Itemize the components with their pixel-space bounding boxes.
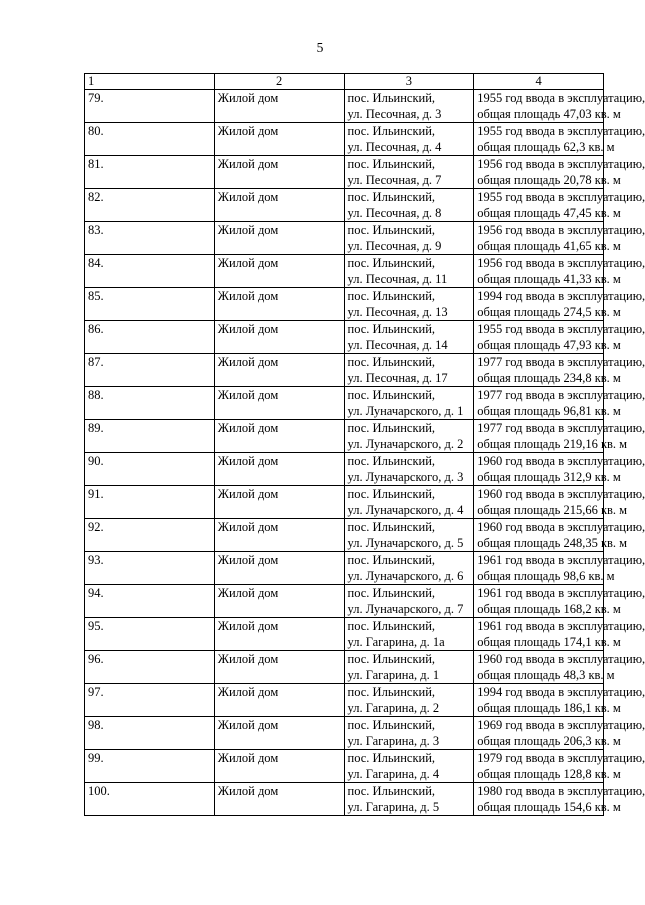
- property-table: [84, 73, 645, 816]
- table-row: [85, 321, 604, 354]
- commissioning-year: 1961 год ввода в эксплуатацию,: [477, 619, 645, 633]
- row-number: 88.: [88, 388, 104, 402]
- commissioning-year: 1979 год ввода в эксплуатацию,: [477, 751, 645, 765]
- address-settlement: пос. Ильинский,: [347, 355, 436, 369]
- details-cell: [474, 387, 645, 420]
- commissioning-year: 1960 год ввода в эксплуатацию,: [477, 487, 645, 501]
- object-type-cell: [214, 486, 344, 519]
- commissioning-year: 1955 год ввода в эксплуатацию,: [477, 91, 645, 105]
- column-header-1: 1: [85, 74, 215, 90]
- object-type: Жилой дом: [217, 619, 279, 633]
- address-settlement: пос. Ильинский,: [347, 256, 436, 270]
- address-street: ул. Гагарина, д. 5: [347, 800, 440, 814]
- address-street: ул. Гагарина, д. 2: [347, 701, 440, 715]
- table-row: [85, 684, 604, 717]
- row-number-cell: [85, 717, 215, 750]
- total-area: общая площадь 168,2 кв. м: [477, 602, 621, 616]
- object-type-cell: [214, 783, 344, 816]
- address-settlement: пос. Ильинский,: [347, 91, 436, 105]
- row-number-cell: [85, 453, 215, 486]
- object-type-cell: [214, 222, 344, 255]
- row-number-cell: [85, 651, 215, 684]
- address-cell: [344, 486, 474, 519]
- address-settlement: пос. Ильинский,: [347, 157, 436, 171]
- row-number-cell: [85, 684, 215, 717]
- object-type-cell: [214, 651, 344, 684]
- table-row: [85, 222, 604, 255]
- row-number: 93.: [88, 553, 104, 567]
- table-row: [85, 189, 604, 222]
- row-number: 82.: [88, 190, 104, 204]
- details-cell: [474, 585, 645, 618]
- table-row: [85, 552, 604, 585]
- object-type-cell: [214, 123, 344, 156]
- row-number: 85.: [88, 289, 104, 303]
- details-cell: [474, 618, 645, 651]
- table-row: [85, 717, 604, 750]
- table-header: [85, 74, 604, 90]
- address-street: ул. Песочная, д. 8: [347, 206, 442, 220]
- row-number-cell: [85, 519, 215, 552]
- table-row: [85, 420, 604, 453]
- address-street: ул. Луначарского, д. 6: [347, 569, 464, 583]
- address-settlement: пос. Ильинский,: [347, 124, 436, 138]
- address-cell: [344, 651, 474, 684]
- total-area: общая площадь 186,1 кв. м: [477, 701, 621, 715]
- address-street: ул. Луначарского, д. 7: [347, 602, 464, 616]
- total-area: общая площадь 312,9 кв. м: [477, 470, 621, 484]
- row-number: 91.: [88, 487, 104, 501]
- row-number-cell: [85, 552, 215, 585]
- address-cell: [344, 387, 474, 420]
- object-type: Жилой дом: [217, 388, 279, 402]
- object-type-cell: [214, 618, 344, 651]
- table-row: [85, 255, 604, 288]
- address-settlement: пос. Ильинский,: [347, 685, 436, 699]
- address-settlement: пос. Ильинский,: [347, 289, 436, 303]
- row-number-cell: [85, 288, 215, 321]
- object-type: Жилой дом: [217, 91, 279, 105]
- object-type: Жилой дом: [217, 322, 279, 336]
- address-street: ул. Луначарского, д. 3: [347, 470, 464, 484]
- row-number: 99.: [88, 751, 104, 765]
- address-cell: [344, 354, 474, 387]
- address-cell: [344, 717, 474, 750]
- column-header-4: 4: [474, 74, 604, 90]
- row-number: 79.: [88, 91, 104, 105]
- total-area: общая площадь 215,66 кв. м: [477, 503, 628, 517]
- commissioning-year: 1960 год ввода в эксплуатацию,: [477, 454, 645, 468]
- total-area: общая площадь 174,1 кв. м: [477, 635, 621, 649]
- object-type: Жилой дом: [217, 157, 279, 171]
- object-type: Жилой дом: [217, 223, 279, 237]
- object-type-cell: [214, 321, 344, 354]
- address-street: ул. Песочная, д. 11: [347, 272, 448, 286]
- total-area: общая площадь 41,65 кв. м: [477, 239, 621, 253]
- address-cell: [344, 90, 474, 123]
- object-type-cell: [214, 684, 344, 717]
- commissioning-year: 1960 год ввода в эксплуатацию,: [477, 652, 645, 666]
- total-area: общая площадь 47,03 кв. м: [477, 107, 621, 121]
- total-area: общая площадь 248,35 кв. м: [477, 536, 628, 550]
- table-row: [85, 585, 604, 618]
- row-number: 87.: [88, 355, 104, 369]
- details-cell: [474, 90, 645, 123]
- row-number: 94.: [88, 586, 104, 600]
- total-area: общая площадь 20,78 кв. м: [477, 173, 621, 187]
- row-number: 95.: [88, 619, 104, 633]
- total-area: общая площадь 154,6 кв. м: [477, 800, 621, 814]
- address-street: ул. Луначарского, д. 5: [347, 536, 464, 550]
- object-type: Жилой дом: [217, 553, 279, 567]
- address-cell: [344, 222, 474, 255]
- object-type-cell: [214, 90, 344, 123]
- address-cell: [344, 618, 474, 651]
- address-street: ул. Песочная, д. 13: [347, 305, 448, 319]
- address-street: ул. Луначарского, д. 2: [347, 437, 464, 451]
- row-number-cell: [85, 222, 215, 255]
- object-type: Жилой дом: [217, 520, 279, 534]
- object-type: Жилой дом: [217, 256, 279, 270]
- object-type: Жилой дом: [217, 784, 279, 798]
- total-area: общая площадь 41,33 кв. м: [477, 272, 621, 286]
- object-type-cell: [214, 552, 344, 585]
- object-type-cell: [214, 750, 344, 783]
- row-number-cell: [85, 750, 215, 783]
- address-cell: [344, 255, 474, 288]
- row-number-cell: [85, 255, 215, 288]
- table-row: [85, 156, 604, 189]
- commissioning-year: 1961 год ввода в эксплуатацию,: [477, 586, 645, 600]
- object-type: Жилой дом: [217, 289, 279, 303]
- table-row: [85, 90, 604, 123]
- total-area: общая площадь 98,6 кв. м: [477, 569, 615, 583]
- total-area: общая площадь 47,93 кв. м: [477, 338, 621, 352]
- commissioning-year: 1961 год ввода в эксплуатацию,: [477, 553, 645, 567]
- address-settlement: пос. Ильинский,: [347, 190, 436, 204]
- address-settlement: пос. Ильинский,: [347, 619, 436, 633]
- address-street: ул. Песочная, д. 7: [347, 173, 442, 187]
- row-number: 96.: [88, 652, 104, 666]
- address-street: ул. Гагарина, д. 1: [347, 668, 440, 682]
- table-row: [85, 618, 604, 651]
- row-number: 89.: [88, 421, 104, 435]
- address-street: ул. Луначарского, д. 1: [347, 404, 464, 418]
- address-cell: [344, 321, 474, 354]
- commissioning-year: 1994 год ввода в эксплуатацию,: [477, 685, 645, 699]
- commissioning-year: 1960 год ввода в эксплуатацию,: [477, 520, 645, 534]
- row-number-cell: [85, 585, 215, 618]
- row-number-cell: [85, 783, 215, 816]
- table-row: [85, 486, 604, 519]
- row-number: 97.: [88, 685, 104, 699]
- row-number-cell: [85, 123, 215, 156]
- row-number-cell: [85, 354, 215, 387]
- details-cell: [474, 123, 645, 156]
- commissioning-year: 1994 год ввода в эксплуатацию,: [477, 289, 645, 303]
- address-cell: [344, 189, 474, 222]
- row-number: 90.: [88, 454, 104, 468]
- address-street: ул. Гагарина, д. 3: [347, 734, 440, 748]
- object-type-cell: [214, 453, 344, 486]
- address-settlement: пос. Ильинский,: [347, 586, 436, 600]
- total-area: общая площадь 47,45 кв. м: [477, 206, 621, 220]
- address-settlement: пос. Ильинский,: [347, 421, 436, 435]
- details-cell: [474, 222, 645, 255]
- column-header-3: 3: [344, 74, 474, 90]
- row-number-cell: [85, 156, 215, 189]
- total-area: общая площадь 48,3 кв. м: [477, 668, 615, 682]
- row-number-cell: [85, 90, 215, 123]
- details-cell: [474, 255, 645, 288]
- total-area: общая площадь 62,3 кв. м: [477, 140, 615, 154]
- object-type-cell: [214, 717, 344, 750]
- address-street: ул. Луначарского, д. 4: [347, 503, 464, 517]
- header-row: [85, 74, 604, 90]
- table-row: [85, 453, 604, 486]
- address-cell: [344, 288, 474, 321]
- address-cell: [344, 519, 474, 552]
- row-number: 86.: [88, 322, 104, 336]
- object-type: Жилой дом: [217, 751, 279, 765]
- commissioning-year: 1955 год ввода в эксплуатацию,: [477, 190, 645, 204]
- object-type: Жилой дом: [217, 718, 279, 732]
- object-type: Жилой дом: [217, 652, 279, 666]
- details-cell: [474, 453, 645, 486]
- object-type: Жилой дом: [217, 685, 279, 699]
- object-type: Жилой дом: [217, 190, 279, 204]
- address-cell: [344, 750, 474, 783]
- commissioning-year: 1956 год ввода в эксплуатацию,: [477, 157, 645, 171]
- address-cell: [344, 684, 474, 717]
- address-cell: [344, 123, 474, 156]
- commissioning-year: 1955 год ввода в эксплуатацию,: [477, 322, 645, 336]
- details-cell: [474, 321, 645, 354]
- row-number-cell: [85, 321, 215, 354]
- object-type: Жилой дом: [217, 586, 279, 600]
- object-type: Жилой дом: [217, 124, 279, 138]
- details-cell: [474, 783, 645, 816]
- row-number: 98.: [88, 718, 104, 732]
- table-row: [85, 651, 604, 684]
- details-cell: [474, 486, 645, 519]
- address-cell: [344, 420, 474, 453]
- address-settlement: пос. Ильинский,: [347, 388, 436, 402]
- table-row: [85, 387, 604, 420]
- commissioning-year: 1977 год ввода в эксплуатацию,: [477, 421, 645, 435]
- row-number: 84.: [88, 256, 104, 270]
- commissioning-year: 1956 год ввода в эксплуатацию,: [477, 223, 645, 237]
- details-cell: [474, 519, 645, 552]
- row-number-cell: [85, 189, 215, 222]
- details-cell: [474, 288, 645, 321]
- address-street: ул. Песочная, д. 3: [347, 107, 442, 121]
- total-area: общая площадь 206,3 кв. м: [477, 734, 621, 748]
- object-type-cell: [214, 288, 344, 321]
- row-number-cell: [85, 618, 215, 651]
- details-cell: [474, 552, 645, 585]
- address-street: ул. Песочная, д. 9: [347, 239, 442, 253]
- commissioning-year: 1969 год ввода в эксплуатацию,: [477, 718, 645, 732]
- row-number: 80.: [88, 124, 104, 138]
- details-cell: [474, 750, 645, 783]
- total-area: общая площадь 274,5 кв. м: [477, 305, 621, 319]
- address-street: ул. Песочная, д. 14: [347, 338, 448, 352]
- column-header-2: 2: [214, 74, 344, 90]
- row-number: 92.: [88, 520, 104, 534]
- object-type-cell: [214, 189, 344, 222]
- row-number: 81.: [88, 157, 104, 171]
- address-settlement: пос. Ильинский,: [347, 454, 436, 468]
- address-cell: [344, 552, 474, 585]
- object-type-cell: [214, 519, 344, 552]
- address-cell: [344, 156, 474, 189]
- object-type: Жилой дом: [217, 454, 279, 468]
- table-row: [85, 354, 604, 387]
- details-cell: [474, 651, 645, 684]
- details-cell: [474, 156, 645, 189]
- address-settlement: пос. Ильинский,: [347, 784, 436, 798]
- object-type-cell: [214, 354, 344, 387]
- row-number-cell: [85, 420, 215, 453]
- table-row: [85, 783, 604, 816]
- page-number: 5: [316, 40, 324, 55]
- object-type: Жилой дом: [217, 355, 279, 369]
- commissioning-year: 1956 год ввода в эксплуатацию,: [477, 256, 645, 270]
- address-cell: [344, 783, 474, 816]
- table-row: [85, 288, 604, 321]
- address-street: ул. Песочная, д. 4: [347, 140, 442, 154]
- row-number: 100.: [88, 784, 110, 798]
- address-settlement: пос. Ильинский,: [347, 553, 436, 567]
- object-type: Жилой дом: [217, 421, 279, 435]
- details-cell: [474, 420, 645, 453]
- total-area: общая площадь 234,8 кв. м: [477, 371, 621, 385]
- object-type-cell: [214, 387, 344, 420]
- commissioning-year: 1977 год ввода в эксплуатацию,: [477, 355, 645, 369]
- address-settlement: пос. Ильинский,: [347, 322, 436, 336]
- total-area: общая площадь 219,16 кв. м: [477, 437, 628, 451]
- row-number-cell: [85, 387, 215, 420]
- object-type-cell: [214, 585, 344, 618]
- row-number: 83.: [88, 223, 104, 237]
- total-area: общая площадь 96,81 кв. м: [477, 404, 621, 418]
- details-cell: [474, 717, 645, 750]
- address-settlement: пос. Ильинский,: [347, 652, 436, 666]
- address-settlement: пос. Ильинский,: [347, 751, 436, 765]
- details-cell: [474, 354, 645, 387]
- table-row: [85, 519, 604, 552]
- address-settlement: пос. Ильинский,: [347, 718, 436, 732]
- address-settlement: пос. Ильинский,: [347, 487, 436, 501]
- table-row: [85, 123, 604, 156]
- details-cell: [474, 189, 645, 222]
- object-type-cell: [214, 420, 344, 453]
- object-type-cell: [214, 156, 344, 189]
- address-settlement: пос. Ильинский,: [347, 520, 436, 534]
- address-street: ул. Песочная, д. 17: [347, 371, 448, 385]
- commissioning-year: 1980 год ввода в эксплуатацию,: [477, 784, 645, 798]
- total-area: общая площадь 128,8 кв. м: [477, 767, 621, 781]
- details-cell: [474, 684, 645, 717]
- commissioning-year: 1977 год ввода в эксплуатацию,: [477, 388, 645, 402]
- table-body: [85, 90, 645, 816]
- address-street: ул. Гагарина, д. 1а: [347, 635, 445, 649]
- object-type: Жилой дом: [217, 487, 279, 501]
- row-number-cell: [85, 486, 215, 519]
- table-row: [85, 750, 604, 783]
- address-cell: [344, 453, 474, 486]
- commissioning-year: 1955 год ввода в эксплуатацию,: [477, 124, 645, 138]
- object-type-cell: [214, 255, 344, 288]
- address-street: ул. Гагарина, д. 4: [347, 767, 440, 781]
- address-settlement: пос. Ильинский,: [347, 223, 436, 237]
- address-cell: [344, 585, 474, 618]
